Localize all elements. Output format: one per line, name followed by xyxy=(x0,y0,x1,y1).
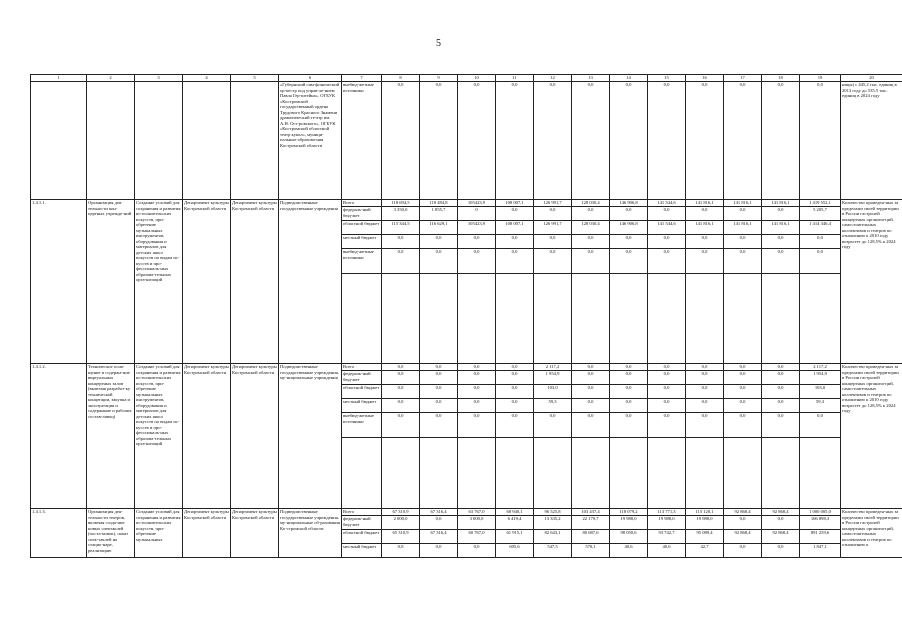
value-cell: 118 694,5 xyxy=(382,200,420,207)
value-cell: 146 906,8 xyxy=(610,200,648,207)
empty-cell xyxy=(610,274,648,364)
value-cell: 126 991,7 xyxy=(534,221,572,235)
value-cell: 0,0 xyxy=(648,249,686,274)
value-cell: 0,0 xyxy=(572,371,610,385)
value-cell: 19 988,0 xyxy=(686,516,724,530)
value-cell: 0,0 xyxy=(762,516,800,530)
empty-cell xyxy=(648,274,686,364)
source-label: областной бюджет xyxy=(342,221,382,235)
value-cell: 0,0 xyxy=(382,385,420,399)
value-cell: 92 868,4 xyxy=(724,530,762,544)
column-number: 18 xyxy=(762,75,800,82)
value-cell: 61 915,1 xyxy=(496,530,534,544)
value-cell: 0,0 xyxy=(534,413,572,438)
value-cell: 0,0 xyxy=(496,385,534,399)
value-cell: 108 007,1 xyxy=(496,221,534,235)
empty-cell xyxy=(496,274,534,364)
value-cell: 103,0 xyxy=(534,385,572,399)
value-cell: 92 868,4 xyxy=(724,509,762,516)
value-cell: 118 484,8 xyxy=(420,200,458,207)
column-number: 9 xyxy=(420,75,458,82)
empty-cell xyxy=(87,82,135,200)
empty-cell xyxy=(420,438,458,509)
source-label: местный бюджет xyxy=(342,399,382,413)
column-number: 7 xyxy=(342,75,382,82)
value-cell: 0,0 xyxy=(382,371,420,385)
value-cell: 0,0 xyxy=(420,371,458,385)
measure-name-cell: Организация дея-тельности театров, включая созда-ние новых спектаклей (поста-новок), показ спек-таклей на стацио-наре, реализацию xyxy=(87,509,135,558)
value-cell: 115 120,1 xyxy=(686,509,724,516)
table-body xyxy=(31,75,902,558)
value-cell: 0,0 xyxy=(382,413,420,438)
administrator-cell: Департамент культуры Костромской области xyxy=(183,200,231,364)
column-number: 8 xyxy=(382,75,420,82)
value-cell: 0,0 xyxy=(762,371,800,385)
value-cell: 128 030,4 xyxy=(572,200,610,207)
value-cell: 1 414 346,4 xyxy=(800,221,841,235)
value-cell: 2 117,2 xyxy=(534,364,572,371)
value-cell: 0,0 xyxy=(534,235,572,249)
value-cell: 19 988,0 xyxy=(648,516,686,530)
source-label: местный бюджет xyxy=(342,235,382,249)
column-number: 4 xyxy=(183,75,231,82)
column-number: 17 xyxy=(724,75,762,82)
value-cell: 0,0 xyxy=(648,207,686,221)
value-cell: 141 816,1 xyxy=(686,221,724,235)
column-number: 14 xyxy=(610,75,648,82)
source-label: областной бюджет xyxy=(342,385,382,399)
value-cell: 0,0 xyxy=(458,249,496,274)
value-cell: 0,0 xyxy=(762,399,800,413)
value-cell: 0,0 xyxy=(648,413,686,438)
value-cell: 0,0 xyxy=(762,385,800,399)
value-cell: 0,0 xyxy=(458,385,496,399)
value-cell: 0,0 xyxy=(572,207,610,221)
value-cell: 0,0 xyxy=(382,364,420,371)
value-cell: 60 767,0 xyxy=(458,530,496,544)
column-number: 5 xyxy=(231,75,279,82)
value-cell: 0,0 xyxy=(534,82,572,200)
value-cell: 0,0 xyxy=(724,371,762,385)
value-cell: 0,0 xyxy=(572,413,610,438)
table-row xyxy=(31,200,902,207)
column-number: 10 xyxy=(458,75,496,82)
executor-cell: Подведомственные государственные учреждения, му-ниципальные об-разования Ко-стромской области xyxy=(279,509,342,558)
value-cell: 0,0 xyxy=(572,249,610,274)
empty-cell xyxy=(800,438,841,509)
value-cell: 0,0 xyxy=(496,235,534,249)
source-label: федераль-ный бюд-жет xyxy=(342,516,382,530)
value-cell: 0,0 xyxy=(762,364,800,371)
source-label: местный бюджет xyxy=(342,544,382,558)
value-cell: 0,0 xyxy=(762,207,800,221)
value-cell: 0,0 xyxy=(610,399,648,413)
empty-cell xyxy=(342,438,382,509)
value-cell: 59,3 xyxy=(534,399,572,413)
value-cell: 67 316,4 xyxy=(420,530,458,544)
value-cell: 0,0 xyxy=(382,544,420,558)
value-cell: 1 855,7 xyxy=(420,207,458,221)
value-cell: 141 816,1 xyxy=(762,200,800,207)
value-cell: 1 847,1 xyxy=(800,544,841,558)
column-number: 20 xyxy=(841,75,902,82)
executor-cell: Подведомственные государственные учреждения, му-ниципальные учреждения xyxy=(279,364,342,509)
value-cell: 0,0 xyxy=(496,82,534,200)
value-cell: 0,0 xyxy=(420,364,458,371)
value-cell: 0,0 xyxy=(420,544,458,558)
value-cell: 0,0 xyxy=(572,82,610,200)
value-cell: 0,0 xyxy=(686,82,724,200)
value-cell: 65 310,9 xyxy=(382,530,420,544)
value-cell: 0,0 xyxy=(686,385,724,399)
value-cell: 0,0 xyxy=(420,82,458,200)
empty-cell xyxy=(382,274,420,364)
value-cell: 63 767,0 xyxy=(458,509,496,516)
value-cell: 13 335,2 xyxy=(534,516,572,530)
value-cell: 0,0 xyxy=(686,249,724,274)
row-number-cell: 1.4.1.2. xyxy=(31,364,87,509)
value-cell: 0,0 xyxy=(762,82,800,200)
value-cell: 3 350,0 xyxy=(382,207,420,221)
value-cell: 126 991,7 xyxy=(534,200,572,207)
empty-cell xyxy=(135,82,183,200)
empty-cell xyxy=(686,274,724,364)
value-cell: 128 030,4 xyxy=(572,221,610,235)
value-cell: 0,0 xyxy=(762,544,800,558)
value-cell: 3 000,0 xyxy=(458,516,496,530)
value-cell: 115 344,5 xyxy=(382,221,420,235)
value-cell: 0,0 xyxy=(382,249,420,274)
value-cell: 0,0 xyxy=(686,371,724,385)
value-cell: 2 117,2 xyxy=(800,364,841,371)
program-table xyxy=(30,74,902,558)
source-label: Всего xyxy=(342,200,382,207)
value-cell: 0,0 xyxy=(420,413,458,438)
value-cell: 1 954,9 xyxy=(800,371,841,385)
column-number-row xyxy=(31,75,902,82)
value-cell: 0,0 xyxy=(458,399,496,413)
value-cell: 0,0 xyxy=(610,364,648,371)
value-cell: 141 816,1 xyxy=(762,221,800,235)
value-cell: 93 742,7 xyxy=(648,530,686,544)
value-cell: 0,0 xyxy=(648,235,686,249)
value-cell: 40,6 xyxy=(648,544,686,558)
value-cell: 141 816,1 xyxy=(724,221,762,235)
empty-cell xyxy=(648,438,686,509)
value-cell: 40,6 xyxy=(610,544,648,558)
empty-cell xyxy=(610,438,648,509)
value-cell: 67 316,4 xyxy=(420,509,458,516)
value-cell: 0,0 xyxy=(724,516,762,530)
empty-cell xyxy=(534,438,572,509)
value-cell: 0,0 xyxy=(534,249,572,274)
value-cell: 0,0 xyxy=(724,235,762,249)
empty-cell xyxy=(420,274,458,364)
value-cell: 0,0 xyxy=(572,364,610,371)
value-cell: 0,0 xyxy=(648,399,686,413)
value-cell: 0,0 xyxy=(800,413,841,438)
value-cell: 0,0 xyxy=(610,249,648,274)
value-cell: 0,0 xyxy=(382,399,420,413)
value-cell: 141 816,1 xyxy=(724,200,762,207)
value-cell: 116 629,1 xyxy=(420,221,458,235)
indicator-cell: Количество проведен-ных за пределами своей территории в России гастролей концертных организа-ций, самостоятельных коллективов и театров по отношению к xyxy=(841,509,902,558)
empty-cell xyxy=(762,438,800,509)
value-cell: 0,0 xyxy=(420,249,458,274)
value-cell: 67 310,9 xyxy=(382,509,420,516)
administrator-cell: Департамент культуры Костромской области xyxy=(183,509,231,558)
empty-cell xyxy=(724,274,762,364)
responsible-cell: Департамент культуры Костромской области xyxy=(231,200,279,364)
empty-cell xyxy=(496,438,534,509)
value-cell: 1 419 552,1 xyxy=(800,200,841,207)
column-number: 15 xyxy=(648,75,686,82)
empty-cell xyxy=(31,82,87,200)
empty-cell xyxy=(762,274,800,364)
value-cell: 0,0 xyxy=(686,413,724,438)
value-cell: 0,0 xyxy=(648,82,686,200)
value-cell: 0,0 xyxy=(420,385,458,399)
value-cell: 0,0 xyxy=(800,82,841,200)
executor-cell: «Губернский сим-фонический ор-кестр под управ-ле-нием Павла Гер-штейна», ОГБУК «Костромской государственный ордена Трудового Красного Знамени драматический те-атр им. А.Н. Ост-ровского», ОГБУК «Костромской областной театр кукол», муници-пальные образова-ния Костромской области xyxy=(279,82,342,200)
value-cell: 19 988,0 xyxy=(610,516,648,530)
column-number: 13 xyxy=(572,75,610,82)
value-cell: 0,0 xyxy=(496,249,534,274)
value-cell: 547,5 xyxy=(534,544,572,558)
goal-cell: Создание условий для сохранения и развития ис-полнительских искусств, при-обретение музыкальных инструментов, оборудования и материалов для детских школ искусств по видам ис-кусств и про-фессиональ-ных образова-тельных орга-низаций xyxy=(135,200,183,364)
value-cell: 0,0 xyxy=(610,235,648,249)
value-cell: 0,0 xyxy=(420,516,458,530)
value-cell: 0,0 xyxy=(724,544,762,558)
goal-cell: Создание условий для сохранения и развития ис-полнительских искусств, при-обретение музыкальных инструментов, оборудования и материалов для детских школ искусств по видам ис-кусств и про-фессиональ-ных образова-тельных орга-низаций xyxy=(135,364,183,509)
empty-cell xyxy=(534,274,572,364)
administrator-cell: Департамент культуры Костромской области xyxy=(183,364,231,509)
page-number: 5 xyxy=(436,38,441,49)
value-cell: 0,0 xyxy=(496,413,534,438)
value-cell: 0,0 xyxy=(382,235,420,249)
value-cell: 5 205,7 xyxy=(800,207,841,221)
value-cell: 113 771,3 xyxy=(648,509,686,516)
column-number: 16 xyxy=(686,75,724,82)
empty-cell xyxy=(458,274,496,364)
value-cell: 141 816,1 xyxy=(686,200,724,207)
value-cell: 0,0 xyxy=(724,207,762,221)
value-cell: 146 906,8 xyxy=(610,221,648,235)
value-cell: 59,3 xyxy=(800,399,841,413)
empty-cell xyxy=(458,438,496,509)
value-cell: 42,7 xyxy=(686,544,724,558)
empty-cell xyxy=(183,82,231,200)
column-number: 19 xyxy=(800,75,841,82)
value-cell: 92 868,4 xyxy=(762,509,800,516)
value-cell: 92 868,4 xyxy=(762,530,800,544)
value-cell: 0,0 xyxy=(572,235,610,249)
value-cell: 22 179,7 xyxy=(572,516,610,530)
source-label: Всего xyxy=(342,364,382,371)
value-cell: 891 259,6 xyxy=(800,530,841,544)
value-cell: 0,0 xyxy=(686,399,724,413)
measure-name-cell: Организация дея-тельности кон-цертных учрежде-ний xyxy=(87,200,135,364)
value-cell: 108 007,1 xyxy=(496,200,534,207)
empty-cell xyxy=(686,438,724,509)
value-cell: 2 000,0 xyxy=(382,516,420,530)
value-cell: 0,0 xyxy=(724,82,762,200)
column-number: 12 xyxy=(534,75,572,82)
value-cell: 0,0 xyxy=(724,385,762,399)
value-cell: 0,0 xyxy=(610,371,648,385)
value-cell: 0,0 xyxy=(800,249,841,274)
source-label: областной бюджет xyxy=(342,530,382,544)
value-cell: 0,0 xyxy=(458,544,496,558)
value-cell: 1 954,9 xyxy=(534,371,572,385)
empty-cell xyxy=(724,438,762,509)
value-cell: 0,0 xyxy=(420,399,458,413)
column-number: 6 xyxy=(279,75,342,82)
value-cell: 0,0 xyxy=(420,235,458,249)
value-cell: 0,0 xyxy=(496,399,534,413)
empty-cell xyxy=(231,82,279,200)
value-cell: 0,0 xyxy=(496,207,534,221)
value-cell: 98 050,6 xyxy=(610,530,648,544)
value-cell: 0,0 xyxy=(572,399,610,413)
column-number: 3 xyxy=(135,75,183,82)
source-label: Всего xyxy=(342,509,382,516)
source-label: внебюд-жетные источники xyxy=(342,413,382,438)
value-cell: 0,0 xyxy=(458,364,496,371)
column-number: 1 xyxy=(31,75,87,82)
source-label: внебюд-жетные источники xyxy=(342,82,382,200)
table-row xyxy=(31,364,902,371)
value-cell: 0,0 xyxy=(724,249,762,274)
value-cell: 0,0 xyxy=(724,364,762,371)
value-cell: 0,0 xyxy=(572,385,610,399)
value-cell: 0 xyxy=(458,207,496,221)
value-cell: 0,0 xyxy=(686,207,724,221)
indicator-cell: Количество проведен-ных за пределами своей территории в России гастролей концертных организа-ций, самостоятельных коллективов и театров по отношению к 2010 году возрастет до 128,5% к 2024 году xyxy=(841,200,902,364)
empty-cell xyxy=(342,274,382,364)
value-cell: 95 089,4 xyxy=(686,530,724,544)
empty-cell xyxy=(572,274,610,364)
value-cell: 0,0 xyxy=(686,235,724,249)
empty-cell xyxy=(800,274,841,364)
value-cell: 0,0 xyxy=(458,235,496,249)
empty-cell xyxy=(382,438,420,509)
value-cell: 605,6 xyxy=(496,544,534,558)
column-number: 11 xyxy=(496,75,534,82)
value-cell: 118 079,2 xyxy=(610,509,648,516)
value-cell: 105423,9 xyxy=(458,221,496,235)
value-cell: 0,0 xyxy=(762,413,800,438)
value-cell: 0,0 xyxy=(610,207,648,221)
value-cell: 96 525,8 xyxy=(534,509,572,516)
value-cell: 0,0 xyxy=(610,385,648,399)
value-cell: 106 898,3 xyxy=(800,516,841,530)
value-cell: 0,0 xyxy=(382,82,420,200)
value-cell: 141 544,6 xyxy=(648,200,686,207)
value-cell: 570,1 xyxy=(572,544,610,558)
value-cell: 0,0 xyxy=(724,413,762,438)
responsible-cell: Департамент культуры Костромской области xyxy=(231,509,279,558)
value-cell: 68 940,1 xyxy=(496,509,534,516)
indicator-cell: ницы) с 445,2 тыс. единиц в 2013 году до 535,5 тыс. единиц в 2024 году xyxy=(841,82,902,200)
value-cell: 141 544,6 xyxy=(648,221,686,235)
source-label: внебюд-жетные источники xyxy=(342,249,382,274)
row-number-cell: 1.4.1.1. xyxy=(31,200,87,364)
empty-cell xyxy=(572,438,610,509)
value-cell: 0,0 xyxy=(648,364,686,371)
value-cell: 0,0 xyxy=(458,82,496,200)
value-cell: 6 419,4 xyxy=(496,516,534,530)
value-cell: 103,0 xyxy=(800,385,841,399)
value-cell: 0,0 xyxy=(762,249,800,274)
value-cell: 82 643,1 xyxy=(534,530,572,544)
continued-row xyxy=(31,82,902,200)
goal-cell: Создание условий для сохранения и развития ис-полнительских искусств, при-обретение музыкальных xyxy=(135,509,183,558)
value-cell: 0,0 xyxy=(762,235,800,249)
value-cell: 105423,9 xyxy=(458,200,496,207)
value-cell: 0,0 xyxy=(648,371,686,385)
source-label: федераль-ный бюд-жет xyxy=(342,207,382,221)
value-cell: 0,0 xyxy=(686,364,724,371)
table-row xyxy=(31,509,902,516)
value-cell: 0,0 xyxy=(800,235,841,249)
row-number-cell: 1.4.1.3. xyxy=(31,509,87,558)
value-cell: 0,0 xyxy=(724,399,762,413)
responsible-cell: Департамент культуры Костромской области xyxy=(231,364,279,509)
value-cell: 0,0 xyxy=(496,364,534,371)
value-cell: 0,0 xyxy=(458,371,496,385)
value-cell: 0,0 xyxy=(610,413,648,438)
value-cell: 80 687,6 xyxy=(572,530,610,544)
measure-name-cell: Техническое осна-щение и содержа-ние виртуальных концертных залов (включая разработ-ку технической концепции, закупка и эксплуатация и содержание и рабочих состав-ляющ) xyxy=(87,364,135,509)
indicator-cell: Количество проведен-ных за пределами своей территории в России гастролей концертных организа-ций, самостоятельных коллективов и театров по отношению к 2010 году возрастет до 128,5% к 2024 году xyxy=(841,364,902,509)
value-cell: 0,0 xyxy=(648,385,686,399)
column-number: 2 xyxy=(87,75,135,82)
value-cell: 0,0 xyxy=(458,413,496,438)
value-cell: 0,0 xyxy=(534,207,572,221)
value-cell: 1 000 005,0 xyxy=(800,509,841,516)
value-cell: 103 437,4 xyxy=(572,509,610,516)
value-cell: 0,0 xyxy=(610,82,648,200)
source-label: федераль-ный бюд-жет xyxy=(342,371,382,385)
value-cell: 0,0 xyxy=(496,371,534,385)
executor-cell: Подведомственные государственные учреждения xyxy=(279,200,342,364)
